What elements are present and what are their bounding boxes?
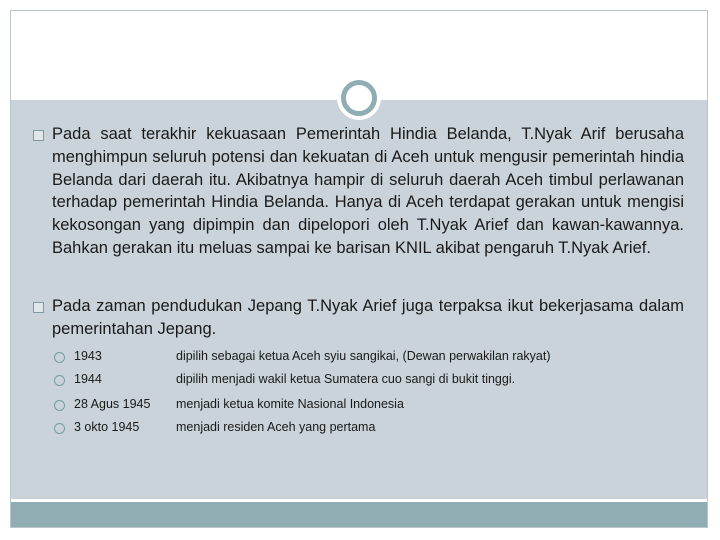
footer-bar [11, 502, 707, 527]
timeline-item [54, 395, 674, 417]
circle-bullet-icon [54, 423, 65, 434]
timeline-description: menjadi residen Aceh yang pertama [176, 420, 376, 434]
circle-bullet-icon [54, 352, 65, 363]
timeline-description: dipilih menjadi wakil ketua Sumatera cuo sangi di bukit tinggi. [176, 372, 516, 386]
timeline-item [54, 370, 674, 392]
timeline-description: menjadi ketua komite Nasional Indonesia [176, 397, 404, 411]
timeline-year: 1943 [74, 349, 102, 363]
circle-ornament-icon [337, 76, 381, 120]
timeline-item [54, 418, 674, 440]
square-bullet-icon [33, 130, 44, 141]
timeline-year: 1944 [74, 372, 102, 386]
paragraph-2: Pada zaman pendudukan Jepang T.Nyak Arief juga terpaksa ikut bekerjasama dalam pemerintahan Jepang. [52, 297, 684, 338]
timeline-year: 28 Agus 1945 [74, 397, 151, 411]
circle-bullet-icon [54, 400, 65, 411]
timeline-year: 3 okto 1945 [74, 420, 140, 434]
paragraph-1: Pada saat terakhir kekuasaan Pemerintah Hindia Belanda, T.Nyak Arif berusaha menghimpun seluruh potensi dan kekuatan di Aceh untuk mengusir pemerintah hindia Belanda dari daerah itu. Akibatnya hampir di seluruh daerah Aceh timbul perlawanan terhadap pemerintah Hindia Belanda. Hanya di Aceh terdapat gerakan untuk mengisi kekosongan yang dipimpin dan dipelopori oleh T.Nyak Arief dan kawan-kawannya. Bahkan gerakan itu meluas sampai ke barisan KNIL akibat pengaruh T.Nyak Arief. [52, 125, 684, 257]
circle-bullet-icon [54, 375, 65, 386]
square-bullet-icon [33, 302, 44, 313]
timeline-item [54, 347, 674, 369]
timeline-description: dipilih sebagai ketua Aceh syiu sangikai, (Dewan perwakilan rakyat) [176, 349, 551, 363]
